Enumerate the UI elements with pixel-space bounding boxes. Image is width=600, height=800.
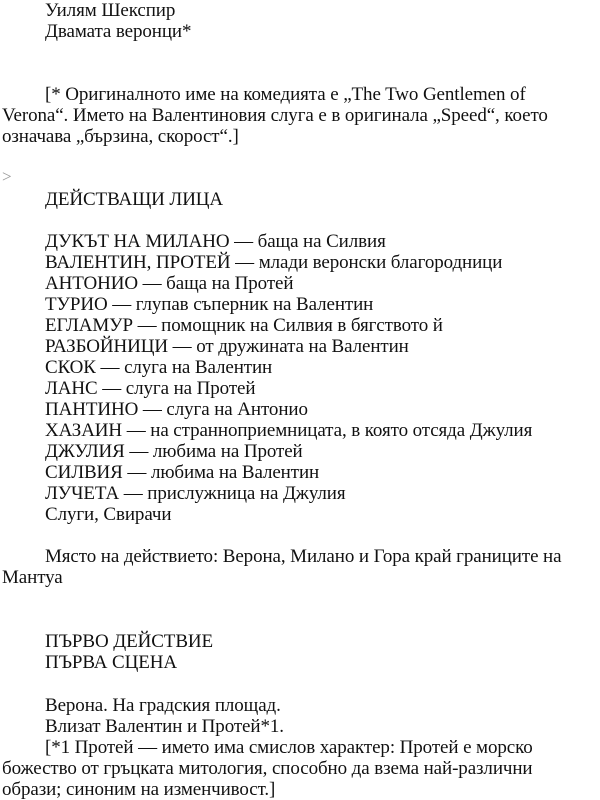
scene-title: ПЪРВА СЦЕНА <box>45 652 177 673</box>
character-item: СКОК — слуга на Валентин <box>45 357 273 378</box>
play-title: Двамата веронци* <box>45 21 192 42</box>
author-name: Уилям Шекспир <box>45 0 176 21</box>
character-item: ХАЗАИН — на странноприемницата, в която отсяда Джулия <box>45 420 533 441</box>
act-title: ПЪРВО ДЕЙСТВИЕ <box>45 631 214 652</box>
scene-location: Верона. На градския площад. <box>45 695 281 716</box>
footnote-line: означава „бързина, скорост“.] <box>2 126 239 147</box>
character-item: ЛАНС — слуга на Протей <box>45 378 256 399</box>
stage-direction: Влизат Валентин и Протей*1. <box>45 716 284 737</box>
character-item: ЕГЛАМУР — помощник на Силвия в бягството й <box>45 315 443 336</box>
setting-line: Място на действието: Верона, Милано и Гора край границите на <box>45 546 562 567</box>
character-item: ПАНТИНО — слуга на Антонио <box>45 399 308 420</box>
character-item: СИЛВИЯ — любима на Валентин <box>45 462 320 483</box>
quote-marker: > <box>2 167 12 186</box>
character-item: АНТОНИО — баща на Протей <box>45 273 294 294</box>
setting-line: Мантуа <box>2 567 63 588</box>
character-item: ЛУЧЕТА — прислужница на Джулия <box>45 483 346 504</box>
character-item: Слуги, Свирачи <box>45 504 172 525</box>
footnote-line: [*1 Протей — името има смислов характер: Протей е морско <box>45 737 533 758</box>
character-item: ДУКЪТ НА МИЛАНО — баща на Силвия <box>45 231 386 252</box>
footnote-line: образи; синоним на изменчивост.] <box>2 779 276 800</box>
character-item: ВАЛЕНТИН, ПРОТЕЙ — млади веронски благородници <box>45 252 503 273</box>
footnote-line: Verona“. Името на Валентиновия слуга е в оригинала „Speed“, което <box>2 105 548 126</box>
footnote-line: [* Оригиналното име на комедията е „The Two Gentlemen of <box>45 84 526 105</box>
character-item: ДЖУЛИЯ — любима на Протей <box>45 441 303 462</box>
characters-heading: ДЕЙСТВАЩИ ЛИЦА <box>45 189 224 210</box>
character-item: ТУРИО — глупав съперник на Валентин <box>45 294 374 315</box>
character-item: РАЗБОЙНИЦИ — от дружината на Валентин <box>45 336 409 357</box>
footnote-line: божество от гръцката митология, способно да взема най-различни <box>2 758 533 779</box>
